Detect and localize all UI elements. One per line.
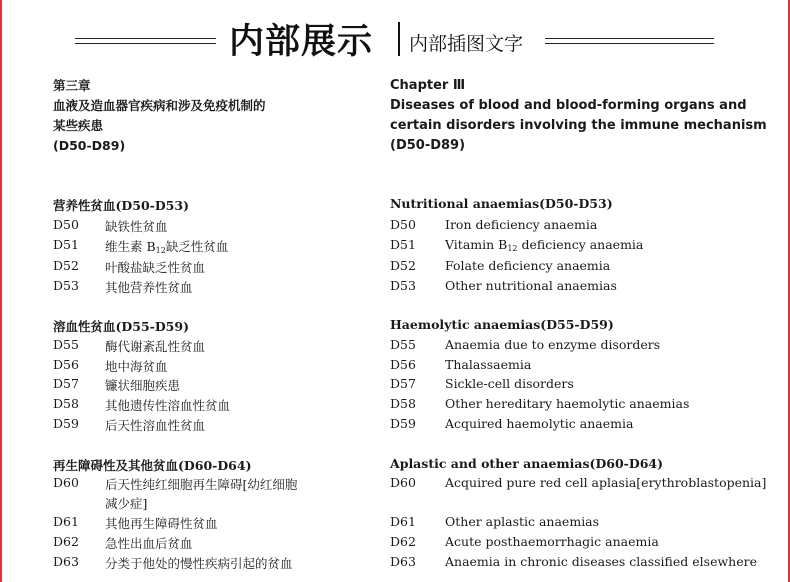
desc-pre: Vitamin B xyxy=(445,237,508,252)
chapter-number-cn: 第三章 xyxy=(53,78,91,93)
code-cell: D52 xyxy=(53,258,79,273)
desc-cell: 酶代谢紊乱性贫血 xyxy=(105,339,206,354)
desc-cell: Thalassaemia xyxy=(445,357,532,372)
desc-cell: 后天性纯红细胞再生障碍[幼红细胞 xyxy=(105,477,298,492)
code-cell: D56 xyxy=(53,357,79,372)
desc-cell: Other hereditary haemolytic anaemias xyxy=(445,396,690,411)
chapter-title-cn-line2: 某些疾患 xyxy=(53,118,104,133)
desc-cell: 叶酸盐缺乏性贫血 xyxy=(105,260,206,275)
desc-cell: 其他遗传性溶血性贫血 xyxy=(105,398,231,413)
desc-cell: 分类于他处的慢性疾病引起的贫血 xyxy=(105,556,293,571)
code-cell: D62 xyxy=(53,534,79,549)
desc-cell: Sickle-cell disorders xyxy=(445,376,574,391)
chapter-heading-cn xyxy=(53,76,266,156)
desc-subscript: 12 xyxy=(155,246,166,255)
code-cell: D60 xyxy=(53,475,79,490)
desc-cell xyxy=(445,237,643,253)
code-cell: D61 xyxy=(53,514,79,529)
banner xyxy=(0,0,790,66)
banner-rule-right xyxy=(545,38,714,44)
chapter-title-cn-line1: 血液及造血器官疾病和涉及免疫机制的 xyxy=(53,98,266,113)
desc-cell: Iron deficiency anaemia xyxy=(445,217,598,232)
desc-post: deficiency anaemia xyxy=(517,237,644,252)
desc-pre: 维生素 B xyxy=(105,239,156,254)
banner-divider xyxy=(398,22,400,56)
desc-cell: Anaemia in chronic diseases classified elsewhere xyxy=(445,554,757,569)
banner-title: 内部展示 xyxy=(229,22,374,62)
code-cell: D55 xyxy=(390,337,416,352)
code-cell: D57 xyxy=(53,376,79,391)
code-cell: D51 xyxy=(53,237,79,252)
code-cell: D56 xyxy=(390,357,416,372)
desc-cell: 其他营养性贫血 xyxy=(105,280,193,295)
group-title-en-aplastic: Aplastic and other anaemias(D60-D64) xyxy=(390,456,664,471)
code-cell: D51 xyxy=(390,237,416,252)
desc-cell: Anaemia due to enzyme disorders xyxy=(445,337,661,352)
desc-post: 缺乏性贫血 xyxy=(165,239,229,254)
chapter-title-en-line1: Diseases of blood and blood-forming organs and xyxy=(390,98,747,113)
chapter-range-en: (D50-D89) xyxy=(390,138,466,153)
desc-cell: Acute posthaemorrhagic anaemia xyxy=(445,534,659,549)
desc-cell: 缺铁性贫血 xyxy=(105,219,168,234)
desc-cell: 后天性溶血性贫血 xyxy=(105,418,206,433)
desc-cell: 镰状细胞疾患 xyxy=(105,378,181,393)
group-title-en-haemolytic: Haemolytic anaemias(D55-D59) xyxy=(390,317,614,332)
chapter-heading-en xyxy=(390,76,767,156)
desc-cell: 地中海贫血 xyxy=(105,359,168,374)
code-cell: D59 xyxy=(53,416,79,431)
code-cell: D63 xyxy=(53,554,79,569)
chapter-title-en-line2: certain disorders involving the immune mechanism xyxy=(390,118,767,133)
code-cell: D55 xyxy=(53,337,79,352)
desc-cell-continued: 减少症] xyxy=(105,496,148,511)
code-cell: D50 xyxy=(53,217,79,232)
group-title-en-nutritional: Nutritional anaemias(D50-D53) xyxy=(390,196,613,211)
code-cell: D63 xyxy=(390,554,416,569)
banner-rule-left xyxy=(75,38,216,44)
desc-subscript: 12 xyxy=(507,244,518,253)
code-cell: D61 xyxy=(390,514,416,529)
code-cell: D53 xyxy=(390,278,416,293)
desc-cell: Other nutritional anaemias xyxy=(445,278,617,293)
desc-cell: Acquired pure red cell aplasia[erythroblastopenia] xyxy=(445,475,767,490)
code-cell: D58 xyxy=(53,396,79,411)
code-cell: D52 xyxy=(390,258,416,273)
code-cell: D53 xyxy=(53,278,79,293)
code-cell: D58 xyxy=(390,396,416,411)
desc-cell: 其他再生障碍性贫血 xyxy=(105,516,218,531)
code-cell: D57 xyxy=(390,376,416,391)
code-cell: D60 xyxy=(390,475,416,490)
desc-cell: 急性出血后贫血 xyxy=(105,536,193,551)
desc-cell: Other aplastic anaemias xyxy=(445,514,600,529)
banner-subtitle: 内部插图文字 xyxy=(409,33,524,55)
chapter-number-en: Chapter Ⅲ xyxy=(390,78,466,93)
group-title-cn-haemolytic: 溶血性贫血(D55-D59) xyxy=(53,319,189,334)
desc-cell xyxy=(105,237,228,255)
code-cell: D50 xyxy=(390,217,416,232)
group-title-cn-aplastic: 再生障碍性及其他贫血(D60-D64) xyxy=(53,458,252,473)
desc-cell: Acquired haemolytic anaemia xyxy=(445,416,634,431)
group-title-cn-nutritional: 营养性贫血(D50-D53) xyxy=(53,198,189,213)
code-cell: D62 xyxy=(390,534,416,549)
code-cell: D59 xyxy=(390,416,416,431)
chapter-range-cn: (D50-D89) xyxy=(53,138,126,153)
desc-cell: Folate deficiency anaemia xyxy=(445,258,611,273)
page-frame-left xyxy=(0,0,2,582)
